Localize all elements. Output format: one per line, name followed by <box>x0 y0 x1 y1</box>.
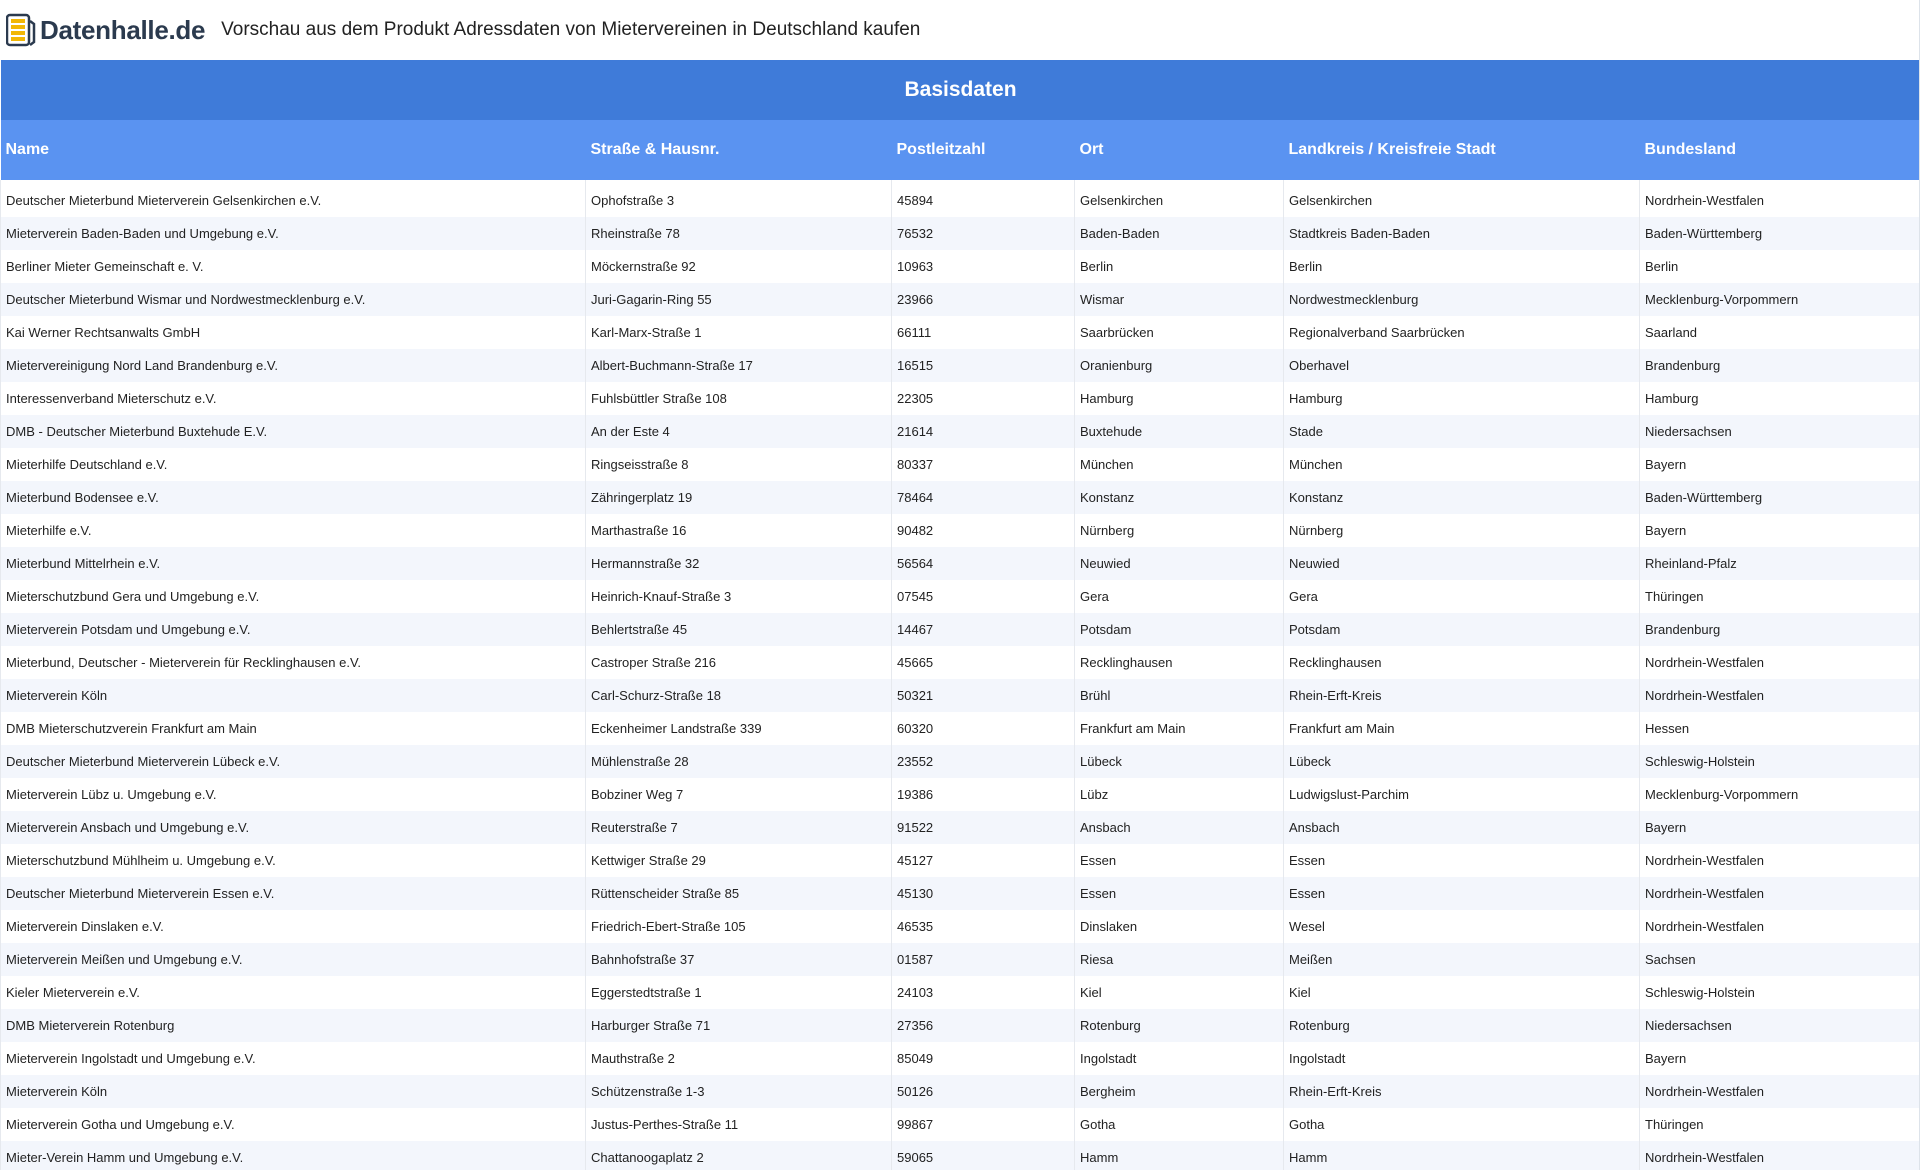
cell-postal-code: 16515 <box>892 349 1075 382</box>
cell-street: Eckenheimer Landstraße 339 <box>586 712 892 745</box>
cell-state: Nordrhein-Westfalen <box>1640 1141 1920 1170</box>
page-title: Vorschau aus dem Produkt Adressdaten von Mietervereinen in Deutschland kaufen <box>221 19 921 40</box>
cell-postal-code: 10963 <box>892 250 1075 283</box>
cell-city: Gera <box>1075 580 1284 613</box>
cell-name: Mieterverein Ingolstadt und Umgebung e.V. <box>1 1042 586 1075</box>
cell-state: Hamburg <box>1640 382 1920 415</box>
cell-state: Hessen <box>1640 712 1920 745</box>
cell-district: Kiel <box>1284 976 1640 1009</box>
cell-name: Mieterverein Dinslaken e.V. <box>1 910 586 943</box>
preview-scroll-area[interactable] <box>0 60 1920 1170</box>
table-row <box>1 382 1920 415</box>
cell-district: Stade <box>1284 415 1640 448</box>
table-row <box>1 943 1920 976</box>
table-row <box>1 1042 1920 1075</box>
cell-district: Hamm <box>1284 1141 1640 1170</box>
cell-district: Potsdam <box>1284 613 1640 646</box>
cell-postal-code: 85049 <box>892 1042 1075 1075</box>
cell-name: Mieterverein Gotha und Umgebung e.V. <box>1 1108 586 1141</box>
cell-state: Schleswig-Holstein <box>1640 976 1920 1009</box>
cell-street: Heinrich-Knauf-Straße 3 <box>586 580 892 613</box>
table-row <box>1 250 1920 283</box>
cell-state: Saarland <box>1640 316 1920 349</box>
cell-city: Potsdam <box>1075 613 1284 646</box>
cell-state: Nordrhein-Westfalen <box>1640 910 1920 943</box>
cell-street: Albert-Buchmann-Straße 17 <box>586 349 892 382</box>
cell-city: Brühl <box>1075 679 1284 712</box>
cell-state: Nordrhein-Westfalen <box>1640 877 1920 910</box>
cell-name: Deutscher Mieterbund Mieterverein Essen e.V. <box>1 877 586 910</box>
cell-street: Fuhlsbüttler Straße 108 <box>586 382 892 415</box>
cell-street: Eggerstedtstraße 1 <box>586 976 892 1009</box>
cell-district: Regionalverband Saarbrücken <box>1284 316 1640 349</box>
cell-state: Baden-Württemberg <box>1640 217 1920 250</box>
cell-name: Mieterverein Potsdam und Umgebung e.V. <box>1 613 586 646</box>
cell-name: DMB - Deutscher Mieterbund Buxtehude E.V. <box>1 415 586 448</box>
cell-state: Nordrhein-Westfalen <box>1640 679 1920 712</box>
cell-postal-code: 23552 <box>892 745 1075 778</box>
cell-district: Essen <box>1284 877 1640 910</box>
cell-state: Bayern <box>1640 514 1920 547</box>
cell-postal-code: 90482 <box>892 514 1075 547</box>
cell-street: Rheinstraße 78 <box>586 217 892 250</box>
cell-city: Wismar <box>1075 283 1284 316</box>
cell-city: Lübz <box>1075 778 1284 811</box>
cell-district: Gotha <box>1284 1108 1640 1141</box>
cell-postal-code: 99867 <box>892 1108 1075 1141</box>
cell-postal-code: 50321 <box>892 679 1075 712</box>
cell-postal-code: 78464 <box>892 481 1075 514</box>
table-row <box>1 646 1920 679</box>
cell-street: Bobziner Weg 7 <box>586 778 892 811</box>
table-row <box>1 547 1920 580</box>
cell-postal-code: 07545 <box>892 580 1075 613</box>
cell-street: Bahnhofstraße 37 <box>586 943 892 976</box>
cell-district: Ansbach <box>1284 811 1640 844</box>
cell-postal-code: 46535 <box>892 910 1075 943</box>
cell-state: Schleswig-Holstein <box>1640 745 1920 778</box>
cell-district: Oberhavel <box>1284 349 1640 382</box>
table-row <box>1 316 1920 349</box>
cell-district: München <box>1284 448 1640 481</box>
cell-name: Mieterverein Köln <box>1 1075 586 1108</box>
cell-postal-code: 45894 <box>892 180 1075 217</box>
cell-state: Thüringen <box>1640 580 1920 613</box>
cell-name: Mieterhilfe e.V. <box>1 514 586 547</box>
cell-name: Mieterschutzbund Mühlheim u. Umgebung e.V. <box>1 844 586 877</box>
cell-city: Nürnberg <box>1075 514 1284 547</box>
cell-city: Riesa <box>1075 943 1284 976</box>
cell-district: Gera <box>1284 580 1640 613</box>
cell-postal-code: 91522 <box>892 811 1075 844</box>
column-header-street: Straße & Hausnr. <box>586 120 892 180</box>
cell-district: Gelsenkirchen <box>1284 180 1640 217</box>
cell-district: Hamburg <box>1284 382 1640 415</box>
cell-city: Dinslaken <box>1075 910 1284 943</box>
cell-name: Deutscher Mieterbund Mieterverein Gelsenkirchen e.V. <box>1 180 586 217</box>
cell-postal-code: 14467 <box>892 613 1075 646</box>
cell-name: DMB Mieterschutzverein Frankfurt am Main <box>1 712 586 745</box>
cell-name: Mieterverein Köln <box>1 679 586 712</box>
cell-postal-code: 27356 <box>892 1009 1075 1042</box>
cell-city: Bergheim <box>1075 1075 1284 1108</box>
table-row <box>1 481 1920 514</box>
cell-state: Mecklenburg-Vorpommern <box>1640 283 1920 316</box>
cell-city: Ansbach <box>1075 811 1284 844</box>
cell-state: Nordrhein-Westfalen <box>1640 646 1920 679</box>
cell-district: Recklinghausen <box>1284 646 1640 679</box>
cell-postal-code: 60320 <box>892 712 1075 745</box>
cell-street: Juri-Gagarin-Ring 55 <box>586 283 892 316</box>
section-title: Basisdaten <box>1 60 1920 120</box>
cell-street: Justus-Perthes-Straße 11 <box>586 1108 892 1141</box>
table-row <box>1 448 1920 481</box>
column-header-postal-code: Postleitzahl <box>892 120 1075 180</box>
cell-postal-code: 66111 <box>892 316 1075 349</box>
column-header-district: Landkreis / Kreisfreie Stadt <box>1284 120 1640 180</box>
cell-street: Behlertstraße 45 <box>586 613 892 646</box>
cell-city: Saarbrücken <box>1075 316 1284 349</box>
cell-district: Stadtkreis Baden-Baden <box>1284 217 1640 250</box>
table-row <box>1 745 1920 778</box>
cell-street: Reuterstraße 7 <box>586 811 892 844</box>
cell-name: Deutscher Mieterbund Mieterverein Lübeck e.V. <box>1 745 586 778</box>
cell-street: Chattanoogaplatz 2 <box>586 1141 892 1170</box>
cell-street: Zähringerplatz 19 <box>586 481 892 514</box>
database-icon <box>6 13 36 47</box>
cell-name: Mieterbund, Deutscher - Mieterverein für Recklinghausen e.V. <box>1 646 586 679</box>
cell-city: Berlin <box>1075 250 1284 283</box>
cell-district: Berlin <box>1284 250 1640 283</box>
cell-postal-code: 45127 <box>892 844 1075 877</box>
cell-name: Kieler Mieterverein e.V. <box>1 976 586 1009</box>
cell-state: Baden-Württemberg <box>1640 481 1920 514</box>
cell-postal-code: 23966 <box>892 283 1075 316</box>
cell-name: Interessenverband Mieterschutz e.V. <box>1 382 586 415</box>
cell-city: Ingolstadt <box>1075 1042 1284 1075</box>
table-row <box>1 1075 1920 1108</box>
cell-street: Schützenstraße 1-3 <box>586 1075 892 1108</box>
cell-state: Nordrhein-Westfalen <box>1640 180 1920 217</box>
table-row <box>1 844 1920 877</box>
cell-city: Konstanz <box>1075 481 1284 514</box>
cell-street: Marthastraße 16 <box>586 514 892 547</box>
cell-postal-code: 22305 <box>892 382 1075 415</box>
table-row <box>1 217 1920 250</box>
cell-name: Deutscher Mieterbund Wismar und Nordwestmecklenburg e.V. <box>1 283 586 316</box>
column-header-row <box>1 120 1920 180</box>
cell-district: Ingolstadt <box>1284 1042 1640 1075</box>
cell-district: Nordwestmecklenburg <box>1284 283 1640 316</box>
cell-state: Rheinland-Pfalz <box>1640 547 1920 580</box>
cell-street: Kettwiger Straße 29 <box>586 844 892 877</box>
cell-district: Meißen <box>1284 943 1640 976</box>
cell-district: Wesel <box>1284 910 1640 943</box>
column-header-state: Bundesland <box>1640 120 1920 180</box>
cell-street: Mühlenstraße 28 <box>586 745 892 778</box>
cell-postal-code: 59065 <box>892 1141 1075 1170</box>
cell-postal-code: 19386 <box>892 778 1075 811</box>
cell-district: Lübeck <box>1284 745 1640 778</box>
cell-street: Harburger Straße 71 <box>586 1009 892 1042</box>
cell-name: Mieterhilfe Deutschland e.V. <box>1 448 586 481</box>
cell-city: Kiel <box>1075 976 1284 1009</box>
cell-district: Ludwigslust-Parchim <box>1284 778 1640 811</box>
table-row <box>1 180 1920 217</box>
cell-city: Gelsenkirchen <box>1075 180 1284 217</box>
cell-name: Berliner Mieter Gemeinschaft e. V. <box>1 250 586 283</box>
cell-city: Essen <box>1075 877 1284 910</box>
cell-district: Rhein-Erft-Kreis <box>1284 1075 1640 1108</box>
cell-name: Mieterverein Meißen und Umgebung e.V. <box>1 943 586 976</box>
cell-city: Rotenburg <box>1075 1009 1284 1042</box>
cell-district: Neuwied <box>1284 547 1640 580</box>
cell-state: Niedersachsen <box>1640 415 1920 448</box>
cell-street: Friedrich-Ebert-Straße 105 <box>586 910 892 943</box>
cell-state: Niedersachsen <box>1640 1009 1920 1042</box>
cell-name: Mieterbund Bodensee e.V. <box>1 481 586 514</box>
cell-district: Rhein-Erft-Kreis <box>1284 679 1640 712</box>
cell-city: Baden-Baden <box>1075 217 1284 250</box>
cell-postal-code: 45130 <box>892 877 1075 910</box>
cell-city: Essen <box>1075 844 1284 877</box>
cell-city: Recklinghausen <box>1075 646 1284 679</box>
cell-name: DMB Mieterverein Rotenburg <box>1 1009 586 1042</box>
cell-postal-code: 76532 <box>892 217 1075 250</box>
cell-street: Rüttenscheider Straße 85 <box>586 877 892 910</box>
table-row <box>1 679 1920 712</box>
cell-state: Bayern <box>1640 1042 1920 1075</box>
cell-city: Lübeck <box>1075 745 1284 778</box>
cell-postal-code: 01587 <box>892 943 1075 976</box>
cell-city: Gotha <box>1075 1108 1284 1141</box>
top-bar <box>0 0 1920 60</box>
cell-name: Mieterverein Baden-Baden und Umgebung e.V. <box>1 217 586 250</box>
cell-city: Oranienburg <box>1075 349 1284 382</box>
cell-state: Sachsen <box>1640 943 1920 976</box>
cell-postal-code: 45665 <box>892 646 1075 679</box>
table-row <box>1 514 1920 547</box>
column-header-city: Ort <box>1075 120 1284 180</box>
cell-postal-code: 56564 <box>892 547 1075 580</box>
cell-district: Essen <box>1284 844 1640 877</box>
cell-postal-code: 21614 <box>892 415 1075 448</box>
cell-state: Nordrhein-Westfalen <box>1640 1075 1920 1108</box>
cell-city: Frankfurt am Main <box>1075 712 1284 745</box>
table-row <box>1 1141 1920 1170</box>
cell-state: Mecklenburg-Vorpommern <box>1640 778 1920 811</box>
cell-name: Mieterverein Lübz u. Umgebung e.V. <box>1 778 586 811</box>
table-row <box>1 910 1920 943</box>
cell-postal-code: 24103 <box>892 976 1075 1009</box>
cell-state: Bayern <box>1640 448 1920 481</box>
table-row <box>1 778 1920 811</box>
cell-name: Mieterverein Ansbach und Umgebung e.V. <box>1 811 586 844</box>
table-row <box>1 976 1920 1009</box>
cell-district: Nürnberg <box>1284 514 1640 547</box>
cell-state: Nordrhein-Westfalen <box>1640 844 1920 877</box>
cell-name: Kai Werner Rechtsanwalts GmbH <box>1 316 586 349</box>
table-row <box>1 712 1920 745</box>
cell-street: Ringseisstraße 8 <box>586 448 892 481</box>
cell-street: Hermannstraße 32 <box>586 547 892 580</box>
cell-district: Frankfurt am Main <box>1284 712 1640 745</box>
cell-state: Berlin <box>1640 250 1920 283</box>
table-row <box>1 1108 1920 1141</box>
table-row <box>1 811 1920 844</box>
section-header-row <box>1 60 1920 120</box>
table-row <box>1 349 1920 382</box>
table-row <box>1 613 1920 646</box>
table-row <box>1 580 1920 613</box>
cell-city: Hamm <box>1075 1141 1284 1170</box>
cell-street: Castroper Straße 216 <box>586 646 892 679</box>
cell-name: Mietervereinigung Nord Land Brandenburg e.V. <box>1 349 586 382</box>
cell-street: Mauthstraße 2 <box>586 1042 892 1075</box>
cell-name: Mieterschutzbund Gera und Umgebung e.V. <box>1 580 586 613</box>
cell-city: Buxtehude <box>1075 415 1284 448</box>
cell-postal-code: 80337 <box>892 448 1075 481</box>
cell-street: An der Este 4 <box>586 415 892 448</box>
cell-state: Brandenburg <box>1640 613 1920 646</box>
cell-state: Thüringen <box>1640 1108 1920 1141</box>
cell-postal-code: 50126 <box>892 1075 1075 1108</box>
table-row <box>1 283 1920 316</box>
cell-city: Hamburg <box>1075 382 1284 415</box>
cell-name: Mieterbund Mittelrhein e.V. <box>1 547 586 580</box>
table-row <box>1 877 1920 910</box>
table-body <box>1 180 1920 1170</box>
cell-street: Möckernstraße 92 <box>586 250 892 283</box>
cell-street: Carl-Schurz-Straße 18 <box>586 679 892 712</box>
site-logo[interactable] <box>6 13 205 47</box>
logo-text: Datenhalle.de <box>40 14 206 45</box>
cell-name: Mieter-Verein Hamm und Umgebung e.V. <box>1 1141 586 1170</box>
cell-city: München <box>1075 448 1284 481</box>
table-row <box>1 415 1920 448</box>
cell-street: Karl-Marx-Straße 1 <box>586 316 892 349</box>
column-header-name: Name <box>1 120 586 180</box>
cell-state: Bayern <box>1640 811 1920 844</box>
table-row <box>1 1009 1920 1042</box>
cell-street: Ophofstraße 3 <box>586 180 892 217</box>
cell-city: Neuwied <box>1075 547 1284 580</box>
preview-table <box>0 60 1920 1170</box>
cell-district: Rotenburg <box>1284 1009 1640 1042</box>
cell-district: Konstanz <box>1284 481 1640 514</box>
cell-state: Brandenburg <box>1640 349 1920 382</box>
